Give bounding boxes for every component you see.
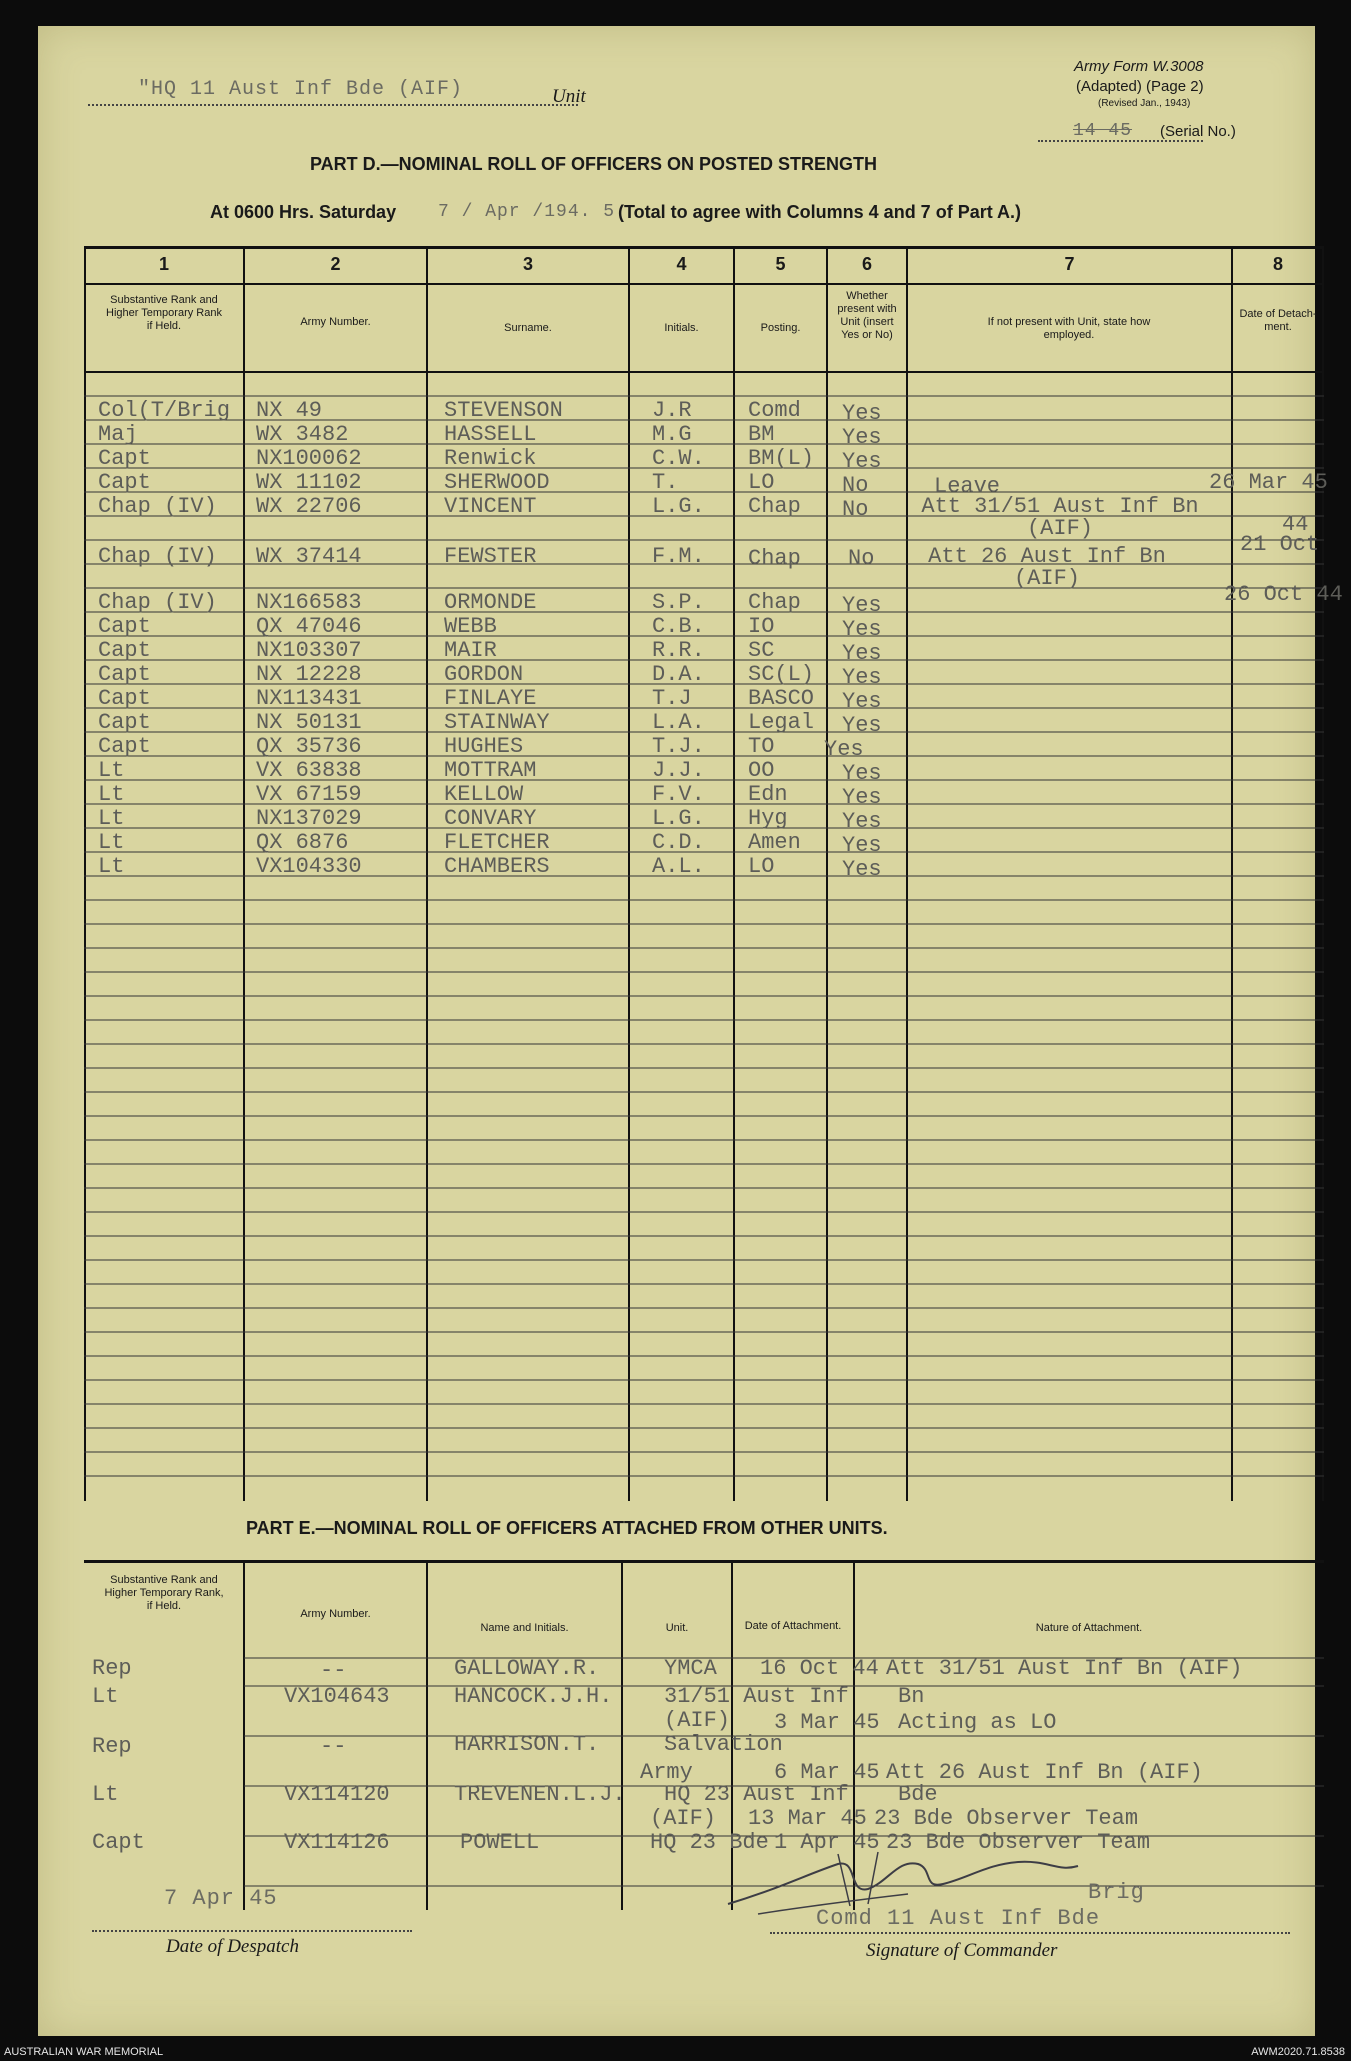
serial-label: (Serial No.)	[1160, 123, 1236, 140]
row-employed: Leave	[934, 474, 1001, 499]
archive-credit: AUSTRALIAN WAR MEMORIAL	[4, 2046, 164, 2058]
e-row-unit: HQ 23 Bde	[650, 1830, 769, 1855]
row-initials: J.R	[652, 398, 692, 423]
col-number-3: 3	[522, 254, 533, 274]
col-number-8: 8	[1272, 254, 1283, 274]
e-row-nature: Bde	[898, 1782, 938, 1807]
e-row-unit: 31/51 Aust Inf	[664, 1684, 849, 1709]
row-army-number: NX 49	[256, 398, 323, 423]
col-header-posting: Posting.	[760, 322, 801, 334]
e-row-date: 6 Mar 45	[774, 1760, 880, 1785]
row-employed: Att 31/51 Aust Inf Bn (AIF)	[921, 494, 1199, 541]
e-row-name: GALLOWAY.R.	[454, 1656, 600, 1681]
part-d-title: PART D.—NOMINAL ROLL OF OFFICERS ON POSTED STRENGTH	[310, 154, 878, 174]
row-initials: F.M.	[652, 544, 705, 569]
row-present: Yes	[842, 401, 882, 426]
row-detach-date: 44	[1282, 512, 1309, 537]
row-rank: Capt	[98, 710, 151, 735]
row-army-number: VX104330	[256, 854, 362, 879]
row-initials: C.B.	[652, 614, 705, 639]
row-rank: Capt	[98, 734, 151, 759]
e-row-unit: YMCA	[664, 1656, 717, 1681]
col-header-detachment-date: Date of Detach-ment.	[1239, 308, 1317, 333]
e-row-name: TREVENEN.L.J.	[454, 1782, 626, 1807]
e-col-header-unit: Unit.	[665, 1622, 689, 1634]
row-present: No	[842, 497, 869, 522]
col-number-5: 5	[775, 254, 786, 274]
e-row-unit: (AIF)	[664, 1708, 731, 1733]
row-army-number: NX 12228	[256, 662, 362, 687]
row-present: Yes	[842, 449, 882, 474]
col-number-4: 4	[676, 254, 687, 274]
row-initials: T.J	[652, 686, 692, 711]
row-rank: Col(T/Brig	[98, 398, 231, 423]
row-surname: ORMONDE	[444, 590, 537, 615]
row-posting: BASCO	[748, 686, 815, 711]
e-row-unit: (AIF)	[650, 1806, 717, 1831]
army-form-label: Army Form W.3008	[1074, 58, 1204, 75]
e-row-army-number: VX114126	[284, 1830, 390, 1855]
e-row-nature: 23 Bde Observer Team	[886, 1830, 1151, 1855]
col-header-rank: Substantive Rank and Higher Temporary Rank if Held.	[106, 294, 222, 332]
row-present: Yes	[824, 737, 864, 762]
row-posting: Edn	[748, 782, 788, 807]
row-rank: Capt	[98, 686, 151, 711]
e-row-nature: Bn	[898, 1684, 925, 1709]
row-rank: Lt	[98, 782, 125, 807]
row-present: Yes	[842, 593, 882, 618]
col-header-army-number: Army Number.	[300, 316, 371, 328]
row-initials: S.P.	[652, 590, 705, 615]
row-present: Yes	[842, 425, 882, 450]
e-col-header-army-number: Army Number.	[300, 1608, 371, 1620]
row-posting: Chap	[748, 590, 801, 615]
despatch-label: Date of Despatch	[166, 1936, 299, 1957]
e-row-nature: Acting as LO	[898, 1710, 1057, 1735]
row-posting: SC(L)	[748, 662, 815, 687]
row-rank: Chap (IV)	[98, 590, 217, 615]
col-header-present: Whether present with Unit (insert Yes or No)	[837, 290, 897, 341]
signature-dotted-line	[770, 1932, 1290, 1934]
row-posting: Chap	[748, 494, 801, 519]
row-present: Yes	[842, 833, 882, 858]
e-row-rank: Rep	[92, 1734, 132, 1759]
row-posting: LO	[748, 470, 775, 495]
row-present: No	[842, 473, 869, 498]
row-rank: Capt	[98, 446, 151, 471]
e-row-name: HANCOCK.J.H.	[454, 1684, 613, 1709]
row-army-number: WX 22706	[256, 494, 362, 519]
row-army-number: NX166583	[256, 590, 362, 615]
row-surname: GORDON	[444, 662, 524, 687]
archive-accession-number: AWM2020.71.8538	[1251, 2046, 1345, 2058]
row-posting: Hyg	[748, 806, 788, 831]
part-d-date-suffix: (Total to agree with Columns 4 and 7 of Part A.)	[618, 202, 1022, 222]
row-rank: Capt	[98, 614, 151, 639]
row-initials: J.J.	[652, 758, 705, 783]
e-row-nature: Att 26 Aust Inf Bn (AIF)	[886, 1760, 1203, 1785]
commander-rank: Brig	[1088, 1880, 1145, 1905]
row-army-number: WX 3482	[256, 422, 349, 447]
e-row-date: 13 Mar 45	[748, 1806, 867, 1831]
row-posting: OO	[748, 758, 775, 783]
e-row-army-number: VX114120	[284, 1782, 390, 1807]
row-army-number: QX 35736	[256, 734, 362, 759]
part-e-title: PART E.—NOMINAL ROLL OF OFFICERS ATTACHED FROM OTHER UNITS.	[246, 1518, 888, 1538]
row-initials: T.	[652, 470, 679, 495]
commander-appointment: Comd 11 Aust Inf Bde	[816, 1906, 1101, 1931]
row-army-number: NX100062	[256, 446, 362, 471]
e-row-rank: Lt	[92, 1782, 119, 1807]
row-posting: IO	[748, 614, 775, 639]
row-army-number: NX 50131	[256, 710, 362, 735]
row-surname: VINCENT	[444, 494, 537, 519]
row-rank: Lt	[98, 758, 125, 783]
row-surname: WEBB	[444, 614, 497, 639]
row-surname: CONVARY	[444, 806, 537, 831]
row-posting: TO	[748, 734, 775, 759]
serial-value: 14 45	[1073, 121, 1133, 141]
e-row-army-number: --	[320, 1658, 347, 1683]
despatch-date-value: 7 Apr 45	[164, 1886, 278, 1911]
row-rank: Capt	[98, 638, 151, 663]
row-surname: MAIR	[444, 638, 497, 663]
row-rank: Lt	[98, 830, 125, 855]
part-e-table	[84, 1560, 1324, 1910]
row-surname: STEVENSON	[444, 398, 563, 423]
row-present: Yes	[842, 809, 882, 834]
row-rank: Maj	[98, 422, 138, 447]
e-row-rank: Lt	[92, 1684, 119, 1709]
e-row-nature: Att 31/51 Aust Inf Bn (AIF)	[886, 1656, 1243, 1681]
row-present: Yes	[842, 641, 882, 666]
row-present: Yes	[842, 761, 882, 786]
row-army-number: NX113431	[256, 686, 362, 711]
row-detach-date: 26 Oct 44	[1224, 582, 1343, 607]
e-row-unit: Salvation	[664, 1732, 783, 1757]
row-posting: BM	[748, 422, 775, 447]
row-surname: STAINWAY	[444, 710, 550, 735]
row-rank: Capt	[98, 470, 151, 495]
row-army-number: NX103307	[256, 638, 362, 663]
unit-label: Unit	[552, 86, 586, 107]
row-present: Yes	[842, 689, 882, 714]
e-row-name: POWELL	[460, 1830, 540, 1855]
unit-value: "HQ 11 Aust Inf Bde (AIF)	[138, 78, 464, 101]
row-present: Yes	[842, 785, 882, 810]
e-row-date: 3 Mar 45	[774, 1710, 880, 1735]
col-number-1: 1	[158, 254, 169, 274]
row-surname: Renwick	[444, 446, 537, 471]
row-initials: M.G	[652, 422, 692, 447]
row-rank: Chap (IV)	[98, 494, 217, 519]
part-d-table	[84, 246, 1343, 1501]
e-col-header-rank: Substantive Rank and Higher Temporary Rank, if Held.	[104, 1574, 224, 1612]
row-rank: Capt	[98, 662, 151, 687]
signature-label: Signature of Commander	[866, 1940, 1058, 1961]
col-header-surname: Surname.	[504, 322, 552, 334]
col-number-2: 2	[330, 254, 341, 274]
e-row-name: HARRISON.T.	[454, 1732, 600, 1757]
row-detach-date: 21 Oct	[1240, 532, 1320, 557]
row-initials: T.J.	[652, 734, 705, 759]
row-surname: MOTTRAM	[444, 758, 537, 783]
row-initials: L.G.	[652, 806, 705, 831]
row-army-number: WX 37414	[256, 544, 362, 569]
row-posting: Legal	[748, 710, 815, 735]
serial-dotted-line	[1038, 140, 1203, 142]
row-surname: HASSELL	[444, 422, 537, 447]
row-initials: C.D.	[652, 830, 705, 855]
row-initials: L.A.	[652, 710, 705, 735]
row-surname: CHAMBERS	[444, 854, 550, 879]
row-posting: Amen	[748, 830, 801, 855]
row-posting: SC	[748, 638, 775, 663]
despatch-dotted-line	[92, 1930, 412, 1932]
row-rank: Chap (IV)	[98, 544, 217, 569]
row-army-number: WX 11102	[256, 470, 362, 495]
row-army-number: NX137029	[256, 806, 362, 831]
row-surname: FINLAYE	[444, 686, 537, 711]
row-rank: Lt	[98, 806, 125, 831]
row-army-number: VX 67159	[256, 782, 362, 807]
part-d-date-prefix: At 0600 Hrs. Saturday	[210, 202, 397, 222]
e-row-army-number: VX104643	[284, 1684, 390, 1709]
row-detach-date: 26 Mar 45	[1209, 470, 1328, 495]
adapted-label: (Adapted) (Page 2)	[1076, 78, 1204, 95]
part-d-date-value: 7 / Apr /194. 5	[438, 202, 616, 222]
row-rank: Lt	[98, 854, 125, 879]
revised-label: (Revised Jan., 1943)	[1098, 98, 1191, 109]
e-row-rank: Rep	[92, 1656, 132, 1681]
row-present: No	[848, 546, 875, 571]
e-col-header-name: Name and Initials.	[480, 1622, 569, 1634]
row-present: Yes	[842, 713, 882, 738]
row-surname: HUGHES	[444, 734, 524, 759]
row-present: Yes	[842, 857, 882, 882]
row-army-number: VX 63838	[256, 758, 362, 783]
row-surname: SHERWOOD	[444, 470, 550, 495]
e-row-rank: Capt	[92, 1830, 145, 1855]
e-row-unit: Army	[640, 1760, 693, 1785]
row-posting: BM(L)	[748, 446, 815, 471]
row-army-number: QX 47046	[256, 614, 362, 639]
row-surname: FLETCHER	[444, 830, 550, 855]
e-row-date: 16 Oct 44	[760, 1656, 879, 1681]
row-present: Yes	[842, 665, 882, 690]
row-surname: FEWSTER	[444, 544, 537, 569]
unit-dotted-line	[88, 104, 578, 106]
row-initials: D.A.	[652, 662, 705, 687]
row-initials: A.L.	[652, 854, 705, 879]
form-page	[38, 26, 1343, 2036]
e-col-header-date: Date of Attachment.	[744, 1620, 842, 1632]
e-row-date: 1 Apr 45	[774, 1830, 880, 1855]
row-posting: Chap	[748, 546, 801, 571]
e-row-unit: HQ 23 Aust Inf	[664, 1782, 849, 1807]
col-header-employed: If not present with Unit, state how employed.	[987, 316, 1151, 341]
col-number-7: 7	[1064, 254, 1075, 274]
row-army-number: QX 6876	[256, 830, 349, 855]
row-initials: R.R.	[652, 638, 705, 663]
col-number-6: 6	[861, 254, 872, 274]
row-initials: F.V.	[652, 782, 705, 807]
e-row-nature: 23 Bde Observer Team	[874, 1806, 1139, 1831]
row-employed: Att 26 Aust Inf Bn (AIF)	[928, 544, 1166, 591]
row-present: Yes	[842, 617, 882, 642]
row-surname: KELLOW	[444, 782, 524, 807]
col-header-initials: Initials.	[664, 322, 699, 334]
row-posting: LO	[748, 854, 775, 879]
row-posting: Comd	[748, 398, 801, 423]
row-initials: C.W.	[652, 446, 705, 471]
row-initials: L.G.	[652, 494, 705, 519]
e-row-army-number: --	[320, 1734, 347, 1759]
e-col-header-nature: Nature of Attachment.	[1035, 1622, 1143, 1634]
